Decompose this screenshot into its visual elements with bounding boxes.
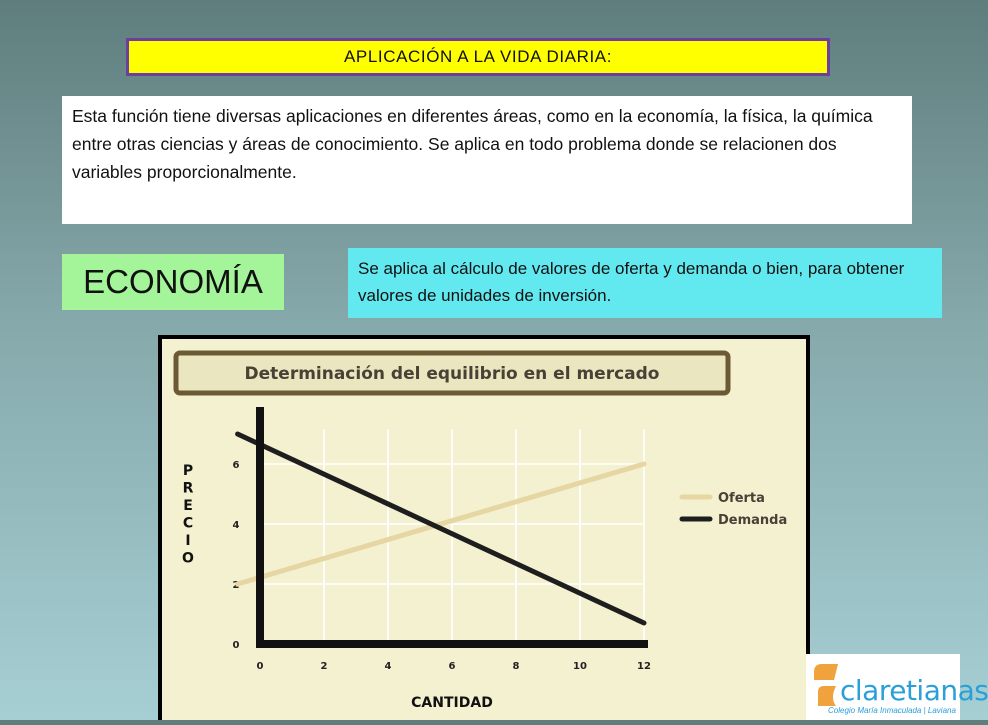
section-description: Se aplica al cálculo de valores de oferta y demanda o bien, para obtener valores de unidades de inversión. (358, 259, 905, 305)
y-tick-label: 6 (232, 460, 240, 471)
grid (260, 429, 644, 644)
series-line-demanda (238, 434, 644, 623)
x-tick-label: 0 (256, 661, 264, 672)
y-tick-label: 2 (232, 580, 240, 591)
equilibrium-chart (162, 339, 806, 720)
section-label: ECONOMÍA (83, 263, 263, 300)
series-lines (238, 434, 644, 623)
x-tick-label: 12 (637, 661, 651, 672)
section-label-box (62, 254, 284, 310)
chart-frame (158, 335, 810, 720)
x-tick-label: 10 (573, 661, 587, 672)
x-tick-label: 2 (320, 661, 328, 672)
intro-text-box (62, 96, 912, 224)
logo-mark-icon (812, 660, 842, 710)
logo-subtitle: Colegio María Inmaculada | Laviana (828, 706, 956, 715)
chart-title: Determinación del equilibrio en el mercado (244, 364, 660, 384)
legend-label-oferta: Oferta (718, 491, 765, 506)
x-axis-label: CANTIDAD (411, 695, 493, 711)
y-tick-label: 0 (232, 640, 240, 651)
y-tick-label: 4 (232, 520, 240, 531)
school-logo (806, 654, 988, 720)
x-tick-label: 6 (448, 661, 456, 672)
x-tick-label: 8 (512, 661, 520, 672)
chart-area (162, 339, 806, 720)
legend (682, 491, 787, 528)
slide-title (126, 38, 830, 76)
y-axis-label: P R E C I O (182, 463, 194, 567)
slide-title-text: APLICACIÓN A LA VIDA DIARIA: (343, 47, 613, 66)
section-description-box (348, 248, 942, 318)
legend-label-demanda: Demanda (718, 513, 788, 528)
intro-text: Esta función tiene diversas aplicaciones en diferentes áreas, como en la economía, la física, la química entre otras ciencias y áreas de conocimiento. Se aplica en todo problema donde se relacionen dos variables proporcionalmente. (72, 106, 873, 182)
x-tick-label: 4 (384, 661, 392, 672)
logo-wordmark: claretianas (840, 674, 988, 707)
